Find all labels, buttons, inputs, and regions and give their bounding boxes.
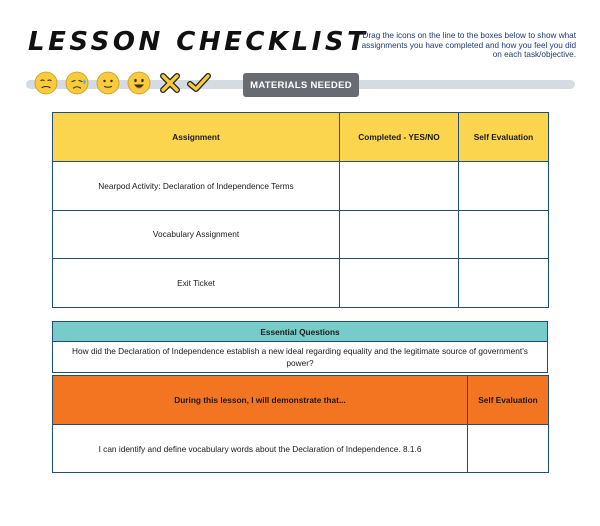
page-title: LESSON CHECKLIST (28, 27, 369, 57)
unsure-face-icon[interactable] (33, 70, 59, 96)
instructions-text: Drag the icons on the line to the boxes below to show what assignments you have completed and how you feel you did on each task/objective. (361, 31, 576, 60)
assignment-cell: Nearpod Activity: Declaration of Independence Terms (53, 162, 340, 211)
self-evaluation-drop-cell[interactable] (459, 162, 549, 211)
demonstrate-column-header: During this lesson, I will demonstrate that... (53, 376, 468, 425)
essential-question-text: How did the Declaration of Independence establish a new ideal regarding equality and the legitimate source of government's power? (53, 342, 548, 373)
table-row (53, 210, 549, 259)
completed-drop-cell[interactable] (340, 162, 459, 211)
assignment-cell: Vocabulary Assignment (53, 210, 340, 259)
self-evaluation-drop-cell[interactable] (459, 259, 549, 308)
demonstrate-table (52, 375, 549, 473)
table-row (53, 259, 549, 308)
sad-face-icon[interactable] (64, 70, 90, 96)
materials-needed-button[interactable]: MATERIALS NEEDED (243, 73, 359, 97)
objective-statement-cell: I can identify and define vocabulary words about the Declaration of Independence. 8.1.6 (53, 425, 468, 473)
completed-column-header: Completed - YES/NO (340, 113, 459, 162)
assignment-column-header: Assignment (53, 113, 340, 162)
self-evaluation-column-header: Self Evaluation (468, 376, 549, 425)
checkmark-icon[interactable] (186, 70, 212, 96)
essential-questions-table (52, 321, 548, 373)
self-evaluation-drop-cell[interactable] (468, 425, 549, 473)
assignment-cell: Exit Ticket (53, 259, 340, 308)
neutral-face-icon[interactable] (95, 70, 121, 96)
x-mark-icon[interactable] (157, 70, 183, 96)
table-row (53, 162, 549, 211)
table-header-row (53, 113, 549, 162)
assignments-table (52, 112, 549, 308)
table-header-row (53, 376, 549, 425)
essential-questions-header: Essential Questions (53, 322, 548, 342)
happy-face-icon[interactable] (126, 70, 152, 96)
completed-drop-cell[interactable] (340, 210, 459, 259)
table-row (53, 425, 549, 473)
completed-drop-cell[interactable] (340, 259, 459, 308)
self-evaluation-column-header: Self Evaluation (459, 113, 549, 162)
self-evaluation-drop-cell[interactable] (459, 210, 549, 259)
